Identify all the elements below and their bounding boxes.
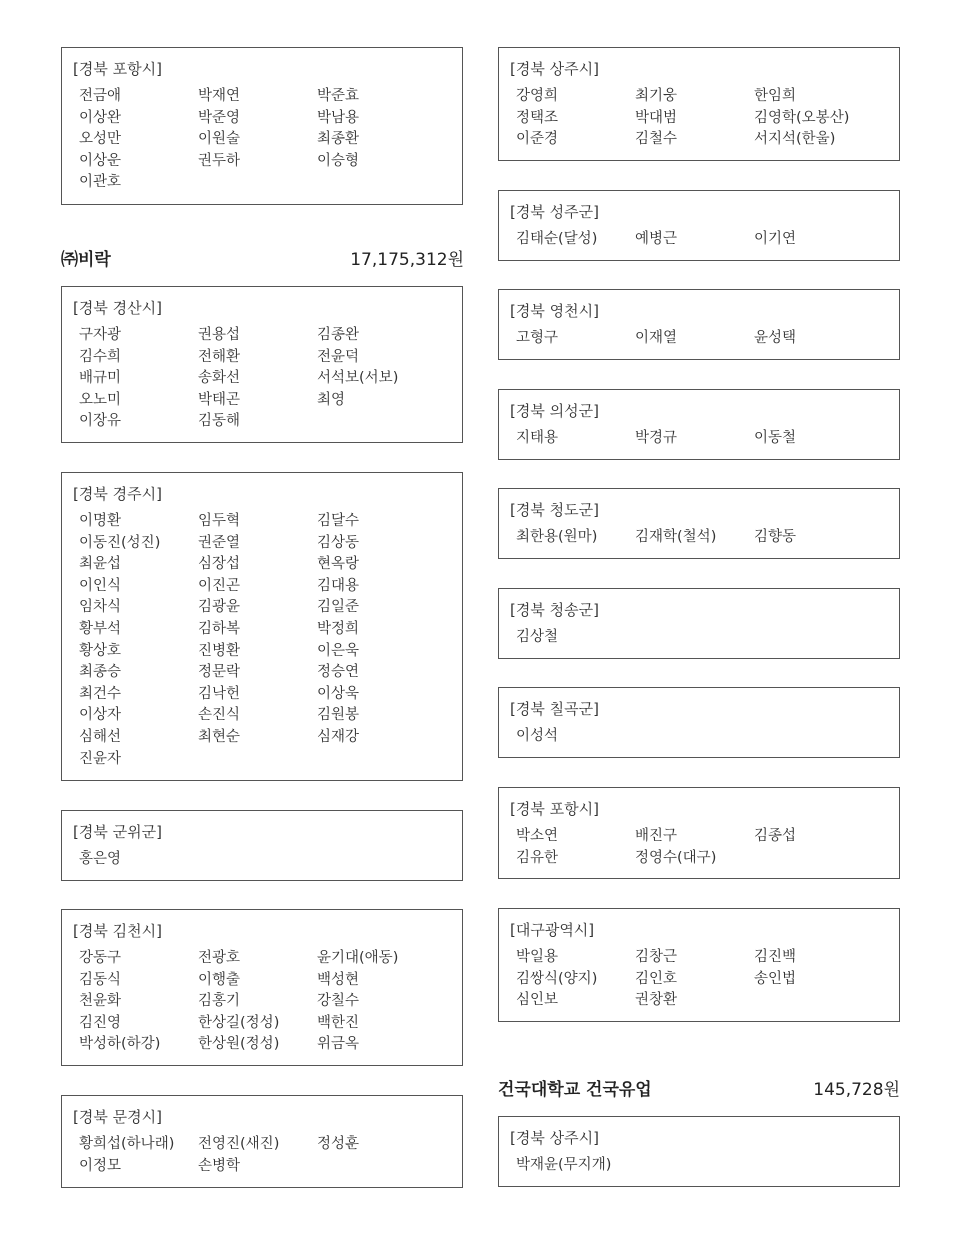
person-name: 오성만 bbox=[79, 131, 122, 148]
name-list bbox=[516, 527, 884, 549]
person-name: 최현순 bbox=[198, 728, 241, 745]
person-name: 강영희 bbox=[516, 88, 559, 104]
person-name: 예병근 bbox=[635, 231, 678, 247]
person-name: 천윤화 bbox=[79, 993, 122, 1010]
region-label: [대구광역시] bbox=[510, 921, 595, 939]
person-name: 임두혁 bbox=[198, 513, 241, 529]
region-box-seongju bbox=[498, 190, 900, 261]
name-list bbox=[516, 229, 884, 251]
person-name: 김철수 bbox=[635, 131, 678, 148]
person-name: 정승연 bbox=[317, 664, 360, 681]
region-box-pohang-1 bbox=[61, 47, 463, 205]
person-name: 박일용 bbox=[516, 949, 559, 965]
person-name: 손진식 bbox=[198, 707, 241, 724]
region-box-gimcheon bbox=[61, 909, 463, 1066]
person-name: 전광호 bbox=[198, 950, 241, 966]
person-name: 이상운 bbox=[79, 152, 122, 169]
person-name: 김광윤 bbox=[198, 599, 241, 616]
person-name: 손병학 bbox=[198, 1157, 241, 1174]
person-name: 박정희 bbox=[317, 620, 360, 637]
person-name: 심재강 bbox=[317, 728, 360, 745]
region-label: [경북 상주시] bbox=[510, 1129, 599, 1147]
person-name: 정성훈 bbox=[317, 1136, 360, 1152]
region-label: [경북 군위군] bbox=[73, 823, 162, 841]
person-name: 황희섭(하나래) bbox=[79, 1136, 175, 1152]
person-name: 이관호 bbox=[79, 174, 122, 191]
person-name: 배진구 bbox=[635, 828, 678, 844]
person-name: 오노미 bbox=[79, 391, 122, 408]
person-name: 박태곤 bbox=[198, 391, 241, 408]
name-list bbox=[516, 1155, 884, 1177]
person-name: 김영학(오봉산) bbox=[754, 109, 850, 126]
person-name: 박성하(하강) bbox=[79, 1036, 161, 1053]
person-name: 김동해 bbox=[198, 413, 241, 430]
person-name: 김상철 bbox=[516, 629, 559, 645]
person-name: 김창근 bbox=[635, 949, 678, 965]
region-box-gunwi bbox=[61, 810, 463, 881]
region-label: [경북 청도군] bbox=[510, 501, 599, 519]
person-name: 윤기대(애동) bbox=[317, 950, 399, 966]
person-name: 권용섭 bbox=[198, 327, 241, 343]
person-name: 이상자 bbox=[79, 707, 122, 724]
region-label: [경북 상주시] bbox=[510, 60, 599, 78]
person-name: 최건수 bbox=[79, 685, 122, 702]
region-box-cheongdo bbox=[498, 488, 900, 559]
region-label: [경북 칠곡군] bbox=[510, 700, 599, 718]
person-name: 백성현 bbox=[317, 971, 360, 988]
person-name: 강칠수 bbox=[317, 993, 360, 1010]
region-box-sangju-2 bbox=[498, 1116, 900, 1187]
region-label: [경북 청송군] bbox=[510, 601, 599, 619]
person-name: 최기웅 bbox=[635, 88, 678, 104]
person-name: 이성석 bbox=[516, 728, 559, 744]
person-name: 임차식 bbox=[79, 599, 122, 616]
name-list bbox=[79, 325, 447, 433]
person-name: 강동구 bbox=[79, 950, 122, 966]
person-name: 이승형 bbox=[317, 152, 360, 169]
person-name: 심인보 bbox=[516, 992, 559, 1009]
person-name: 김일준 bbox=[317, 599, 360, 616]
name-list bbox=[516, 947, 884, 1012]
person-name: 김종완 bbox=[317, 327, 360, 343]
person-name: 이기연 bbox=[754, 231, 797, 247]
person-name: 김상동 bbox=[317, 534, 360, 551]
name-list bbox=[79, 849, 447, 871]
person-name: 송화선 bbox=[198, 370, 241, 387]
person-name: 최한용(원마) bbox=[516, 529, 598, 545]
name-list bbox=[516, 627, 884, 649]
person-name: 한상길(정성) bbox=[198, 1014, 280, 1031]
person-name: 권창환 bbox=[635, 992, 678, 1009]
person-name: 최종승 bbox=[79, 664, 122, 681]
person-name: 정택조 bbox=[516, 109, 559, 126]
person-name: 심장섭 bbox=[198, 556, 241, 573]
person-name: 구자광 bbox=[79, 327, 122, 343]
company-amount-birak: 17,175,312원 bbox=[350, 250, 464, 270]
person-name: 이장유 bbox=[79, 413, 122, 430]
person-name: 진윤자 bbox=[79, 750, 122, 767]
person-name: 박대범 bbox=[635, 109, 678, 126]
region-box-daegu bbox=[498, 908, 900, 1022]
region-box-chilgok bbox=[498, 687, 900, 758]
region-label: [경북 경주시] bbox=[73, 485, 162, 503]
person-name: 이원술 bbox=[198, 131, 241, 148]
person-name: 박경규 bbox=[635, 430, 678, 446]
person-name: 정영수(대구) bbox=[635, 849, 717, 866]
company-title-konkuk: 건국대학교 건국유업 bbox=[498, 1080, 652, 1100]
person-name: 김향동 bbox=[754, 529, 797, 545]
person-name: 이은욱 bbox=[317, 642, 360, 659]
person-name: 김쌍식(양지) bbox=[516, 970, 598, 987]
region-label: [경북 포항시] bbox=[73, 60, 162, 78]
region-box-gyeongju bbox=[61, 472, 463, 781]
region-label: [경북 의성군] bbox=[510, 402, 599, 420]
person-name: 한상원(정성) bbox=[198, 1036, 280, 1053]
name-list bbox=[516, 328, 884, 350]
person-name: 전윤덕 bbox=[317, 348, 360, 365]
region-box-gyeongsan bbox=[61, 286, 463, 443]
region-label: [경북 포항시] bbox=[510, 800, 599, 818]
person-name: 박소연 bbox=[516, 828, 559, 844]
person-name: 박준효 bbox=[317, 88, 360, 104]
person-name: 황상호 bbox=[79, 642, 122, 659]
region-label: [경북 영천시] bbox=[510, 302, 599, 320]
person-name: 최영 bbox=[317, 391, 346, 408]
person-name: 김대용 bbox=[317, 577, 360, 594]
person-name: 김태순(달성) bbox=[516, 231, 598, 247]
person-name: 이명환 bbox=[79, 513, 122, 529]
person-name: 박준영 bbox=[198, 109, 241, 126]
person-name: 박남용 bbox=[317, 109, 360, 126]
person-name: 심해선 bbox=[79, 728, 122, 745]
person-name: 서석보(서보) bbox=[317, 370, 399, 387]
person-name: 김수희 bbox=[79, 348, 122, 365]
person-name: 백한진 bbox=[317, 1014, 360, 1031]
region-label: [경북 문경시] bbox=[73, 1108, 162, 1126]
person-name: 한임희 bbox=[754, 88, 797, 104]
person-name: 김재학(철석) bbox=[635, 529, 717, 545]
person-name: 김인호 bbox=[635, 970, 678, 987]
person-name: 이인식 bbox=[79, 577, 122, 594]
person-name: 이상완 bbox=[79, 109, 122, 126]
person-name: 이동진(성진) bbox=[79, 534, 161, 551]
person-name: 황부석 bbox=[79, 620, 122, 637]
person-name: 진병환 bbox=[198, 642, 241, 659]
person-name: 김종섭 bbox=[754, 828, 797, 844]
person-name: 배규미 bbox=[79, 370, 122, 387]
person-name: 전금애 bbox=[79, 88, 122, 104]
person-name: 전해환 bbox=[198, 348, 241, 365]
name-list bbox=[516, 428, 884, 450]
name-list bbox=[516, 86, 884, 151]
name-list bbox=[79, 1134, 447, 1177]
region-box-sangju-1 bbox=[498, 47, 900, 161]
person-name: 서지석(한울) bbox=[754, 131, 836, 148]
person-name: 김원봉 bbox=[317, 707, 360, 724]
region-box-cheongsong bbox=[498, 588, 900, 659]
region-box-uiseong bbox=[498, 389, 900, 460]
person-name: 위금옥 bbox=[317, 1036, 360, 1053]
person-name: 홍은영 bbox=[79, 851, 122, 867]
person-name: 고형구 bbox=[516, 330, 559, 346]
person-name: 김하복 bbox=[198, 620, 241, 637]
person-name: 윤성택 bbox=[754, 330, 797, 346]
person-name: 김진영 bbox=[79, 1014, 122, 1031]
person-name: 이진곤 bbox=[198, 577, 241, 594]
person-name: 이행출 bbox=[198, 971, 241, 988]
person-name: 송인법 bbox=[754, 970, 797, 987]
person-name: 이준경 bbox=[516, 131, 559, 148]
person-name: 이동철 bbox=[754, 430, 797, 446]
region-box-yeongcheon bbox=[498, 289, 900, 360]
person-name: 김달수 bbox=[317, 513, 360, 529]
person-name: 현옥랑 bbox=[317, 556, 360, 573]
region-box-mungyeong bbox=[61, 1095, 463, 1188]
name-list bbox=[79, 86, 447, 194]
person-name: 최종환 bbox=[317, 131, 360, 148]
person-name: 이재열 bbox=[635, 330, 678, 346]
company-amount-konkuk: 145,728원 bbox=[813, 1080, 900, 1100]
person-name: 권준열 bbox=[198, 534, 241, 551]
person-name: 이상욱 bbox=[317, 685, 360, 702]
person-name: 최윤섭 bbox=[79, 556, 122, 573]
region-label: [경북 성주군] bbox=[510, 203, 599, 221]
person-name: 지태용 bbox=[516, 430, 559, 446]
person-name: 박재연 bbox=[198, 88, 241, 104]
person-name: 권두하 bbox=[198, 152, 241, 169]
name-list bbox=[516, 726, 884, 748]
person-name: 김유한 bbox=[516, 849, 559, 866]
person-name: 전영진(새진) bbox=[198, 1136, 280, 1152]
region-box-pohang-2 bbox=[498, 787, 900, 879]
person-name: 김진백 bbox=[754, 949, 797, 965]
region-label: [경북 김천시] bbox=[73, 922, 162, 940]
person-name: 박재윤(무지개) bbox=[516, 1157, 612, 1173]
name-list bbox=[79, 948, 447, 1056]
person-name: 김홍기 bbox=[198, 993, 241, 1010]
region-label: [경북 경산시] bbox=[73, 299, 162, 317]
name-list bbox=[79, 511, 447, 770]
name-list bbox=[516, 826, 884, 869]
company-title-birak: ㈜비락 bbox=[61, 250, 111, 270]
person-name: 김동식 bbox=[79, 971, 122, 988]
person-name: 이정모 bbox=[79, 1157, 122, 1174]
person-name: 정문락 bbox=[198, 664, 241, 681]
person-name: 김낙헌 bbox=[198, 685, 241, 702]
